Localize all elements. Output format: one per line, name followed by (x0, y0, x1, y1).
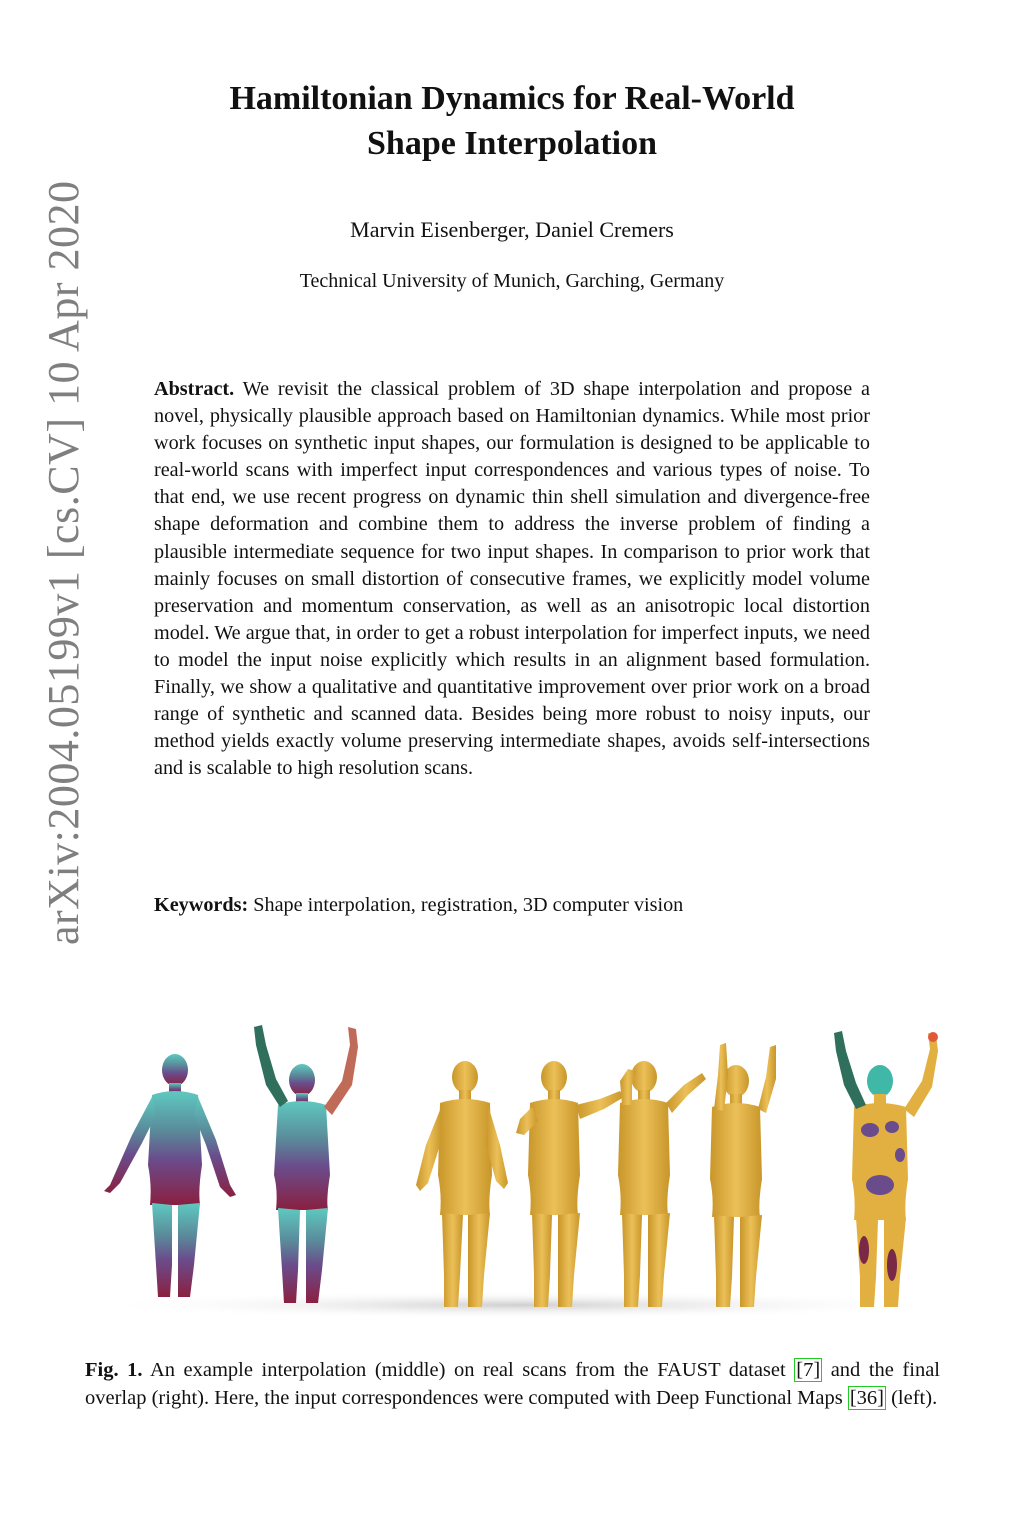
citation-link-36[interactable]: [36] (849, 1386, 884, 1409)
keywords-label: Keywords: (154, 894, 249, 916)
arxiv-identifier-stamp: arXiv:2004.05199v1 [cs.CV] 10 Apr 2020 (39, 180, 88, 945)
figure-1-human-shapes (80, 1015, 960, 1325)
ground-shadow (90, 1291, 950, 1319)
shape-interpolation-1 (416, 1061, 508, 1307)
shape-correspondence-left-2 (254, 1025, 358, 1303)
abstract-text: We revisit the classical problem of 3D shape interpolation and propose a novel, physically plausible approach based on Hamiltonian dynamics. While most prior work focuses on synthetic input shapes, our formulation is designed to be applicable to real-world scans with imperfect input correspondences and various types of noise. To that end, we use recent progress on dynamic thin shell simulation and divergence-free shape deformation and combine them to address the inverse problem of finding a plausible intermediate sequence for two input shapes. In comparison to prior work that mainly focuses on small distortion of consecutive frames, we explicitly model volume preservation and momentum conservation, as well as an anisotropic local distortion model. We argue that, in order to get a robust interpolation for imperfect inputs, we need to model the input noise explicitly which results in an alignment based formulation. Finally, we show a qualitative and quantitative improvement over prior work on a broad range of synthetic and scanned data. Besides being more robust to noisy inputs, our method yields exactly volume preserving intermediate shapes, avoids self-intersections and is scalable to high resolution scans. (154, 378, 870, 780)
shape-interpolation-3 (618, 1061, 706, 1307)
citation-link-7[interactable]: [7] (796, 1359, 821, 1381)
title-line-2: Shape Interpolation (367, 125, 657, 162)
keywords-text: Shape interpolation, registration, 3D computer vision (253, 894, 684, 916)
shape-interpolation-4 (710, 1043, 776, 1307)
shape-overlap-right (834, 1031, 938, 1307)
figure-illustration (80, 1015, 960, 1325)
abstract-label: Abstract. (154, 378, 235, 400)
title-line-1: Hamiltonian Dynamics for Real-World (229, 80, 795, 117)
shape-interpolation-2 (516, 1061, 624, 1307)
paper-title (120, 76, 904, 166)
keywords (154, 892, 870, 919)
abstract (154, 376, 870, 782)
figure-label: Fig. 1. (85, 1359, 143, 1381)
caption-text-3: (left). (891, 1386, 938, 1409)
figure-caption (85, 1357, 940, 1412)
author-list: Marvin Eisenberger, Daniel Cremers (350, 217, 674, 242)
shape-correspondence-left-1 (104, 1054, 236, 1297)
affiliation: Technical University of Munich, Garching, Germany (299, 270, 725, 292)
caption-text-2: and the final overlap (right). Here, the input correspondences were computed with Deep Functional Maps (85, 1359, 941, 1409)
caption-text-1: An example interpolation (middle) on real scans from the FAUST dataset (149, 1359, 786, 1381)
